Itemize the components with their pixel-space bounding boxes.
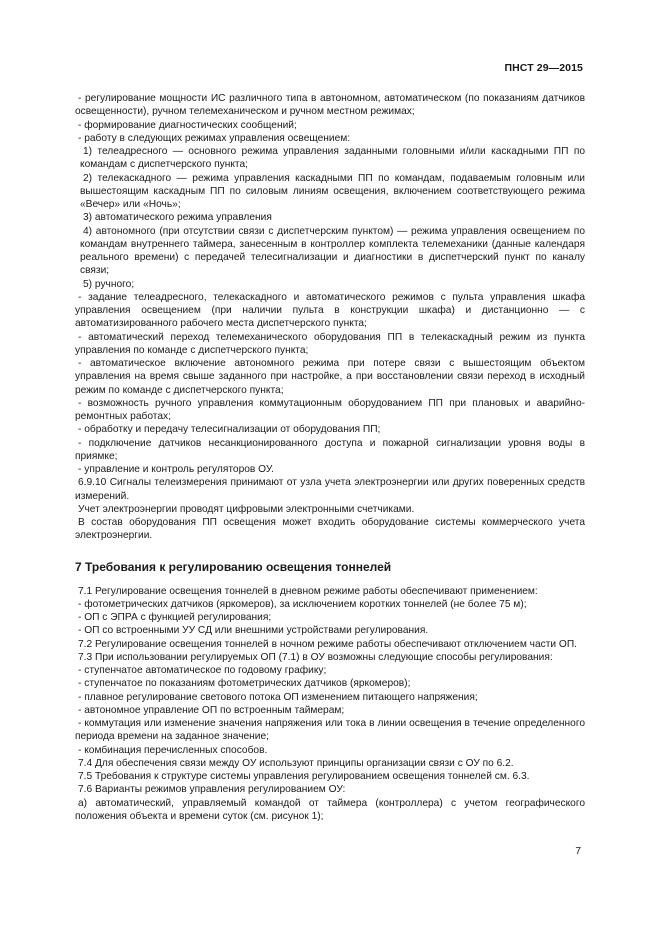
list-item: - ОП с ЭПРА с функцией регулирования; xyxy=(78,612,272,623)
clause-paragraph: Учет электроэнергии проводят цифровыми электронными счетчиками. xyxy=(78,503,415,515)
clause-paragraph: 7.2 Регулирование освещения тоннелей в ночном режиме работы обеспечивают отключением части ОП. xyxy=(78,638,577,650)
clause-paragraph: 6.9.10 Сигналы телеизмерения принимают от узла учета электроэнергии или других поверенных средств измерений. xyxy=(75,477,585,502)
section-heading: 7 Требования к регулированию освещения тоннелей xyxy=(75,559,392,574)
list-item: - автоматическое включение автономного режима при потере связи с вышестоящим объектом управления на время свыше заданного при настройке, а при восстановлении связи переход в исходный режим по команде с диспетчерского пункта; xyxy=(75,358,585,396)
list-item: - управление и контроль регуляторов ОУ. xyxy=(78,464,274,475)
clause-paragraph: 7.5 Требования к структуре системы управления регулированием освещения тоннелей см. 6.3. xyxy=(78,771,530,782)
list-item: - работу в следующих режимах управления освещением: xyxy=(78,132,351,144)
clause-paragraph: 7.6 Варианты режимов управления регулированием ОУ: xyxy=(78,784,346,796)
list-item: - комбинация перечисленных способов. xyxy=(78,744,268,756)
list-item: - регулирование мощности ИС различного типа в автономном, автоматическом (по показаниям датчиков освещенности), ручном телемеханическом и ручном местном режимах; xyxy=(75,93,585,118)
list-item: - формирование диагностических сообщений; xyxy=(78,119,297,131)
list-item: - задание телеадресного, телекаскадного и автоматического режимов с пульта управления шкафа управления освещением (при наличии пульта в конструкции шкафа) и дистанционно — с автоматизированного рабочего места диспетчерского пункта; xyxy=(75,291,585,330)
list-item: - обработку и передачу телесигнализации от оборудования ПП; xyxy=(78,424,381,436)
list-item: - автономное управление ОП по встроенным таймерам; xyxy=(78,704,345,716)
list-item: - плавное регулирование светового потока ОП изменением питающего напряжения; xyxy=(78,691,478,703)
list-item: - ступенчатое автоматическое по годовому графику; xyxy=(78,665,327,676)
mode-item: 4) автономного (при отсутствии связи с диспетчерским пунктом) — режима управления освещением по командам внутреннего таймера, занесенным в контроллер комплекта телемеханики (данные календаря реального времени) с передачей телесигнализации и диагностики в диспетчерский пункт по каналу связи; xyxy=(80,225,585,277)
list-item: - подключение датчиков несанкционированного доступа и пожарной сигнализации уровня воды в приямке; xyxy=(75,437,585,462)
list-item: - ОП со встроенными УУ СД или внешними устройствами регулирования. xyxy=(78,625,429,637)
list-item: - автоматический переход телемеханического оборудования ПП в телекаскадный режим из пункта управления по команде с диспетчерского пункта; xyxy=(75,331,585,356)
list-item: - коммутация или изменение значения напряжения или тока в линии освещения в течение определенного периода времени на заданное значение; xyxy=(75,718,585,743)
list-item: а) автоматический, управляемый командой от таймера (контроллера) с учетом географического положения объекта и времени суток (см. рисунок 1); xyxy=(75,797,585,822)
list-item: - ступенчатое по показаниям фотометрических датчиков (яркомеров); xyxy=(78,678,411,690)
list-item: - возможность ручного управления коммутационным оборудованием ПП при плановых и аварийно-ремонтных работах; xyxy=(75,397,585,422)
page-body xyxy=(75,92,585,823)
mode-item: 3) автоматического режима управления xyxy=(83,212,272,224)
mode-item: 1) телеадресного — основного режима управления заданными головными и/или каскадными ПП по командам с диспетчерского пункта; xyxy=(80,146,585,171)
mode-item: 2) телекаскадного — режима управления каскадными ПП по командам, подаваемым головным или вышестоящим каскадным ПП по силовым линиям освещения, включением соответствующего режима «Вечер» или «Ночь»; xyxy=(80,172,585,210)
list-item: - фотометрических датчиков (яркомеров), за исключением коротких тоннелей (не более 75 м); xyxy=(78,598,527,610)
mode-item: 5) ручного; xyxy=(83,278,135,290)
page-number: 7 xyxy=(575,846,581,857)
clause-paragraph: 7.4 Для обеспечения связи между ОУ используют принципы организации связи с ОУ по 6.2. xyxy=(78,757,514,769)
clause-paragraph: 7.1 Регулирование освещения тоннелей в дневном режиме работы обеспечивают применением: xyxy=(78,585,538,597)
document-header-id: ПНСТ 29—2015 xyxy=(504,62,583,74)
clause-paragraph: 7.3 При использовании регулируемых ОП (7.1) в ОУ возможны следующие способы регулирования: xyxy=(78,651,553,663)
clause-paragraph: В состав оборудования ПП освещения может входить оборудование системы коммерческого учета электроэнергии. xyxy=(75,517,585,542)
